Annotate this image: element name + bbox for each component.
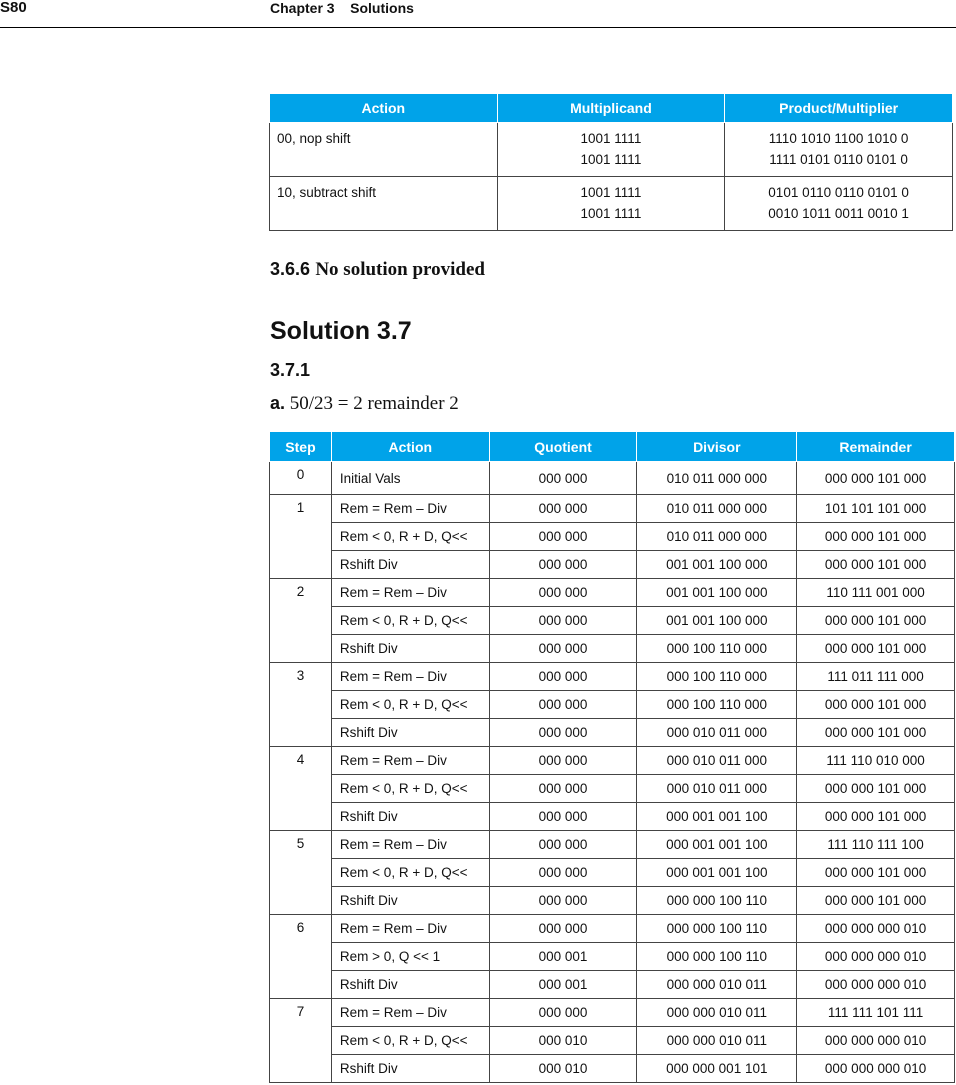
table-row	[270, 887, 955, 915]
action-cell: Rshift Div	[331, 635, 489, 663]
quotient-cell: 000 000	[489, 635, 637, 663]
table-row	[270, 607, 955, 635]
quotient-cell: 000 001	[489, 943, 637, 971]
remainder-cell: 000 000 101 000	[797, 635, 955, 663]
quotient-cell: 000 000	[489, 887, 637, 915]
column-header-action: Action	[331, 432, 489, 462]
multiplicand-cell	[497, 177, 725, 231]
action-cell: Initial Vals	[331, 462, 489, 495]
step-cell: 7	[270, 999, 332, 1083]
action-cell: Rem = Rem – Div	[331, 831, 489, 859]
table-row	[270, 123, 953, 177]
divisor-cell: 000 000 010 011	[637, 1027, 797, 1055]
divisor-cell: 000 000 010 011	[637, 971, 797, 999]
table-row	[270, 719, 955, 747]
table-row	[270, 999, 955, 1027]
remainder-cell: 000 000 000 010	[797, 1027, 955, 1055]
divisor-cell: 000 010 011 000	[637, 719, 797, 747]
action-cell: Rem = Rem – Div	[331, 495, 489, 523]
remainder-cell: 111 110 010 000	[797, 747, 955, 775]
quotient-cell: 000 000	[489, 462, 637, 495]
divisor-cell: 000 000 001 101	[637, 1055, 797, 1083]
table-row	[270, 915, 955, 943]
divisor-cell: 000 000 100 110	[637, 887, 797, 915]
action-cell: Rshift Div	[331, 803, 489, 831]
action-cell: Rem = Rem – Div	[331, 999, 489, 1027]
divisor-cell: 000 010 011 000	[637, 747, 797, 775]
division-table-body	[270, 462, 955, 1083]
product-cell	[725, 177, 953, 231]
product-line: 1111 0101 0110 0101 0	[769, 152, 908, 167]
remainder-cell: 000 000 000 010	[797, 971, 955, 999]
action-cell: 10, subtract shift	[270, 177, 498, 231]
table-header-row	[270, 432, 955, 462]
section-heading	[270, 259, 485, 281]
remainder-cell: 111 011 111 000	[797, 663, 955, 691]
chapter-header: Chapter 3 Solutions	[270, 0, 414, 16]
quotient-cell: 000 000	[489, 579, 637, 607]
table-row	[270, 943, 955, 971]
quotient-cell: 000 010	[489, 1027, 637, 1055]
divisor-cell: 000 100 110 000	[637, 691, 797, 719]
table-row	[270, 635, 955, 663]
table-row	[270, 831, 955, 859]
step-cell: 3	[270, 663, 332, 747]
action-cell: Rem = Rem – Div	[331, 915, 489, 943]
remainder-cell: 000 000 000 010	[797, 943, 955, 971]
divisor-cell: 001 001 100 000	[637, 579, 797, 607]
divisor-cell: 000 001 001 100	[637, 831, 797, 859]
product-cell	[725, 123, 953, 177]
multiplicand-line: 1001 1111	[580, 206, 642, 221]
problem-label: a.	[270, 393, 286, 413]
table-row	[270, 551, 955, 579]
step-cell: 5	[270, 831, 332, 915]
action-cell: Rshift Div	[331, 887, 489, 915]
remainder-cell: 000 000 101 000	[797, 551, 955, 579]
product-line: 0101 0110 0110 0101 0	[768, 185, 909, 200]
step-cell: 6	[270, 915, 332, 999]
quotient-cell: 000 000	[489, 915, 637, 943]
problem-statement	[270, 393, 459, 415]
action-cell: Rem < 0, R + D, Q<<	[331, 523, 489, 551]
action-cell: Rem < 0, R + D, Q<<	[331, 1027, 489, 1055]
column-header-action: Action	[270, 94, 498, 123]
action-cell: Rem < 0, R + D, Q<<	[331, 691, 489, 719]
column-header-product-multiplier: Product/Multiplier	[725, 94, 953, 123]
booth-multiplication-table	[269, 93, 953, 231]
table-row	[270, 495, 955, 523]
action-cell: Rem = Rem – Div	[331, 663, 489, 691]
remainder-cell: 000 000 101 000	[797, 607, 955, 635]
quotient-cell: 000 000	[489, 775, 637, 803]
header-rule	[0, 27, 956, 28]
divisor-cell: 000 001 001 100	[637, 859, 797, 887]
quotient-cell: 000 000	[489, 523, 637, 551]
remainder-cell: 111 111 101 111	[797, 999, 955, 1027]
table-row	[270, 747, 955, 775]
action-cell: Rem = Rem – Div	[331, 579, 489, 607]
remainder-cell: 101 101 101 000	[797, 495, 955, 523]
step-cell: 4	[270, 747, 332, 831]
divisor-cell: 010 011 000 000	[637, 523, 797, 551]
table-row	[270, 691, 955, 719]
action-cell: Rshift Div	[331, 1055, 489, 1083]
quotient-cell: 000 000	[489, 663, 637, 691]
multiplicand-line: 1001 1111	[580, 131, 642, 146]
divisor-cell: 000 000 100 110	[637, 943, 797, 971]
remainder-cell: 000 000 101 000	[797, 719, 955, 747]
section-number: 3.6.6	[270, 259, 311, 279]
quotient-cell: 000 000	[489, 719, 637, 747]
product-line: 0010 1011 0011 0010 1	[768, 206, 909, 221]
remainder-cell: 000 000 101 000	[797, 887, 955, 915]
quotient-cell: 000 000	[489, 803, 637, 831]
quotient-cell: 000 000	[489, 495, 637, 523]
table-row	[270, 177, 953, 231]
table-row	[270, 775, 955, 803]
table-row	[270, 803, 955, 831]
column-header-remainder: Remainder	[797, 432, 955, 462]
divisor-cell: 000 100 110 000	[637, 635, 797, 663]
table-row	[270, 859, 955, 887]
multiplicand-cell	[497, 123, 725, 177]
table-row	[270, 462, 955, 495]
column-header-multiplicand: Multiplicand	[497, 94, 725, 123]
step-cell: 0	[270, 462, 332, 495]
divisor-cell: 000 000 010 011	[637, 999, 797, 1027]
divisor-cell: 001 001 100 000	[637, 551, 797, 579]
step-cell: 1	[270, 495, 332, 579]
action-cell: Rshift Div	[331, 971, 489, 999]
divisor-cell: 000 010 011 000	[637, 775, 797, 803]
remainder-cell: 000 000 101 000	[797, 775, 955, 803]
quotient-cell: 000 000	[489, 607, 637, 635]
table-row	[270, 579, 955, 607]
table-row	[270, 971, 955, 999]
remainder-cell: 110 111 001 000	[797, 579, 955, 607]
action-cell: Rem < 0, R + D, Q<<	[331, 775, 489, 803]
step-cell: 2	[270, 579, 332, 663]
quotient-cell: 000 000	[489, 747, 637, 775]
remainder-cell: 111 110 111 100	[797, 831, 955, 859]
remainder-cell: 000 000 101 000	[797, 523, 955, 551]
quotient-cell: 000 010	[489, 1055, 637, 1083]
remainder-cell: 000 000 101 000	[797, 803, 955, 831]
quotient-cell: 000 000	[489, 859, 637, 887]
divisor-cell: 000 001 001 100	[637, 803, 797, 831]
column-header-step: Step	[270, 432, 332, 462]
action-cell: Rshift Div	[331, 551, 489, 579]
column-header-divisor: Divisor	[637, 432, 797, 462]
table-row	[270, 523, 955, 551]
problem-text: 50/23 = 2 remainder 2	[289, 393, 459, 414]
subsection-number: 3.7.1	[270, 360, 311, 380]
remainder-cell: 000 000 101 000	[797, 691, 955, 719]
remainder-cell: 000 000 000 010	[797, 915, 955, 943]
table-header-row	[270, 94, 953, 123]
divisor-cell: 010 011 000 000	[637, 462, 797, 495]
quotient-cell: 000 000	[489, 831, 637, 859]
division-table	[269, 431, 955, 1083]
multiplicand-line: 1001 1111	[580, 152, 642, 167]
product-line: 1110 1010 1100 1010 0	[768, 131, 909, 146]
quotient-cell: 000 000	[489, 999, 637, 1027]
section-text: No solution provided	[315, 259, 485, 280]
action-cell: Rem < 0, R + D, Q<<	[331, 607, 489, 635]
action-cell: 00, nop shift	[270, 123, 498, 177]
action-cell: Rem < 0, R + D, Q<<	[331, 859, 489, 887]
action-cell: Rem = Rem – Div	[331, 747, 489, 775]
solution-title: Solution 3.7	[270, 317, 412, 345]
action-cell: Rem > 0, Q << 1	[331, 943, 489, 971]
remainder-cell: 000 000 101 000	[797, 859, 955, 887]
divisor-cell: 000 000 100 110	[637, 915, 797, 943]
table-row	[270, 663, 955, 691]
quotient-cell: 000 001	[489, 971, 637, 999]
divisor-cell: 000 100 110 000	[637, 663, 797, 691]
remainder-cell: 000 000 101 000	[797, 462, 955, 495]
page-number: S80	[0, 0, 27, 16]
divisor-cell: 001 001 100 000	[637, 607, 797, 635]
action-cell: Rshift Div	[331, 719, 489, 747]
quotient-cell: 000 000	[489, 551, 637, 579]
divisor-cell: 010 011 000 000	[637, 495, 797, 523]
table-row	[270, 1027, 955, 1055]
multiplicand-line: 1001 1111	[580, 185, 642, 200]
table-row	[270, 1055, 955, 1083]
remainder-cell: 000 000 000 010	[797, 1055, 955, 1083]
quotient-cell: 000 000	[489, 691, 637, 719]
column-header-quotient: Quotient	[489, 432, 637, 462]
